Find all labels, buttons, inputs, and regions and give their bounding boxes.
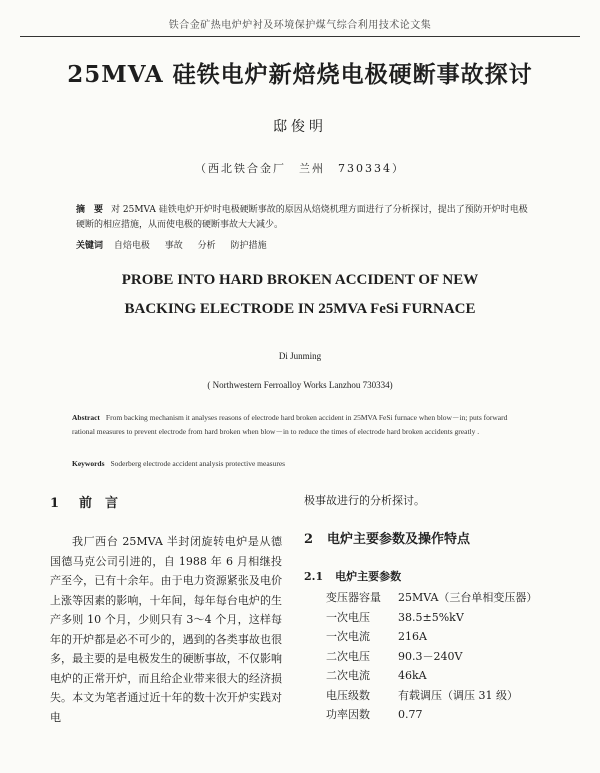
parameter-value: 46kA: [398, 669, 427, 682]
section2-1-title: 电炉主要参数: [335, 570, 402, 583]
abstract-en-text: From backing mechanism it analyses reasons of electrode hard broken accident in 25MVA FeSi furnace when blow－in; puts forward rational measures to prevent electrode from hard broken when blow－in to reduce the times of electrode hard broken accidents greatly .: [72, 413, 508, 436]
keyword-zh: 分析: [197, 241, 216, 251]
abstract-en-label: Abstract: [72, 413, 100, 422]
author-zh: 邸俊明: [273, 119, 327, 135]
section2-1-heading: [304, 568, 401, 584]
affiliation-zh: （西北铁合金厂 兰州 730334）: [195, 162, 405, 175]
parameter-name: 变压器容量: [326, 591, 381, 604]
section1-body: [50, 532, 282, 727]
keywords-en-text: Soderberg electrode accident analysis protective measures: [110, 459, 286, 468]
abstract-zh-text: 对 25MVA 硅铁电炉开炉时电极硬断事故的原因从焙烧机理方面进行了分析探讨，提出了预防开炉时电极硬断的相应措施，从而使电极的硬断事故大大减少。: [76, 205, 528, 230]
parameter-list: [326, 588, 537, 725]
section1-number: 1: [50, 496, 60, 511]
keywords-en: [72, 459, 528, 468]
title-en: [0, 266, 600, 324]
section1-heading: [50, 492, 118, 511]
parameter-value: 25MVA（三台单相变压器）: [398, 591, 538, 604]
keyword-zh: 自焙电极: [113, 241, 150, 251]
keywords-zh-label: 关键词: [76, 241, 104, 251]
parameter-value: 216A: [398, 630, 427, 643]
title-en-line2: BACKING ELECTRODE IN 25MVA FeSi FURNACE: [124, 301, 476, 317]
keyword-zh: 事故: [164, 241, 183, 251]
abstract-en: [72, 411, 528, 439]
parameter-row: [326, 608, 537, 628]
parameter-name: 电压级数: [326, 688, 370, 702]
abstract-zh: [76, 203, 528, 233]
header-rule: [20, 36, 580, 37]
parameter-row: [326, 705, 537, 725]
title-en-line1: PROBE INTO HARD BROKEN ACCIDENT OF NEW: [121, 272, 479, 288]
parameter-name: 二次电流: [326, 669, 370, 682]
parameter-row: [326, 686, 537, 706]
section1-paragraph: 我厂西台 25MVA 半封闭旋转电炉是从德国德马克公司引进的，自 1988 年 6 月相继投产至今，已有十余年。由于电力资源紧张及电价上涨等因素的影响，十年间，每年每台电炉的生产多则 10 个月，少则只有 3～4 个月，这样每年的开炉都是必不可少的，遇到的各类事故也很多，最主要的是电极发生的硬断事故，不仅影响电炉的正常开炉，而且给企业带来很大的经济损失。本文为笔者通过近十年的数十次开炉实践对电: [50, 535, 282, 724]
keywords-zh: [76, 238, 528, 251]
parameter-row: [326, 588, 537, 608]
parameter-name: 一次电压: [326, 610, 370, 624]
section2-number: 2: [304, 532, 314, 547]
parameter-name: 功率因数: [326, 708, 370, 721]
keywords-en-label: Keywords: [72, 459, 105, 468]
title-zh: 25MVA 硅铁电炉新焙烧电极硬断事故探讨: [67, 61, 533, 88]
parameter-name: 二次电压: [326, 649, 370, 663]
abstract-zh-label: 摘 要: [76, 205, 104, 215]
parameter-value: 90.3－240V: [398, 649, 463, 663]
running-header: 铁合金矿热电炉炉衬及环境保护煤气综合利用技术论文集: [168, 20, 432, 31]
column2-continuation: 极事故进行的分析探讨。: [304, 494, 425, 507]
parameter-row: [326, 666, 537, 686]
section2-1-number: 2.1: [304, 570, 324, 583]
parameter-value: 有载调压（调压 31 级）: [398, 688, 518, 702]
section2-title: 电炉主要参数及操作特点: [327, 532, 471, 547]
parameter-row: [326, 627, 537, 647]
section2-heading: [304, 528, 470, 547]
keyword-zh: 防护措施: [230, 241, 267, 251]
parameter-value: 0.77: [398, 708, 423, 721]
parameter-row: [326, 647, 537, 667]
parameter-name: 一次电流: [326, 630, 370, 643]
section1-title: 前 言: [79, 496, 119, 511]
affiliation-en: ( Northwestern Ferroalloy Works Lanzhou 730334): [207, 380, 393, 390]
author-en: Di Junming: [278, 351, 322, 361]
parameter-value: 38.5±5%kV: [398, 610, 464, 624]
